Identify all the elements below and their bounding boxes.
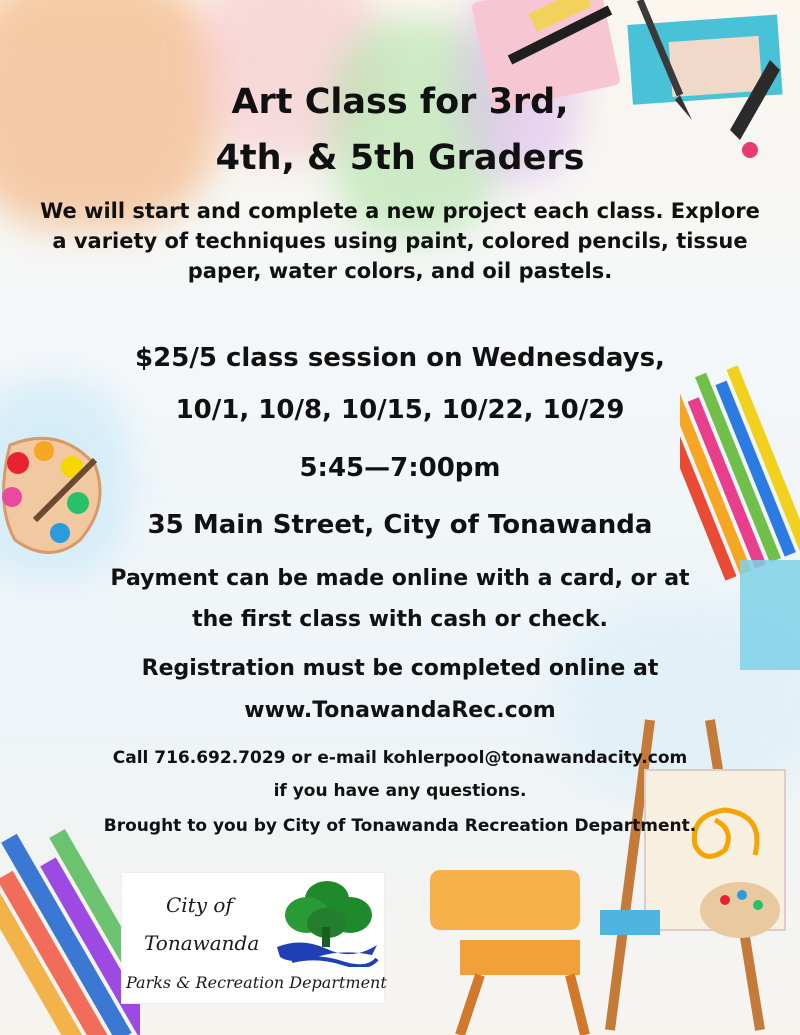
class-description: We will start and complete a new project each class. Explore a variety of techniques using paint, colored pencils, tissue paper, water colors, and oil pastels. [40,199,760,283]
payment-line-2: the first class with cash or check. [192,607,608,632]
contact-line-2: if you have any questions. [273,781,527,801]
tree-logo-icon [272,877,382,967]
parks-rec-logo [122,873,387,1003]
class-dates: 10/1, 10/8, 10/15, 10/22, 10/29 [175,395,625,425]
logo-text-tonawanda: Tonawanda [144,931,260,955]
price-info: $25/5 class session on Wednesdays, [135,343,665,373]
registration-url[interactable]: www.TonawandaRec.com [244,698,556,723]
payment-line-1: Payment can be made online with a card, or at [110,566,690,591]
sponsor-line: Brought to you by City of Tonawanda Recreation Department. [103,816,697,836]
class-location: 35 Main Street, City of Tonawanda [147,510,653,540]
registration-line-1: Registration must be completed online at [141,656,659,681]
title-line-1: Art Class for 3rd, [231,82,569,122]
logo-text-city-of: City of [166,893,233,917]
class-time: 5:45—7:00pm [299,453,501,483]
title-line-2: 4th, & 5th Graders [215,138,585,178]
contact-line-1: Call 716.692.7029 or e-mail kohlerpool@tonawandacity.com [112,748,688,768]
logo-text-department: Parks & Recreation Department [126,973,387,992]
